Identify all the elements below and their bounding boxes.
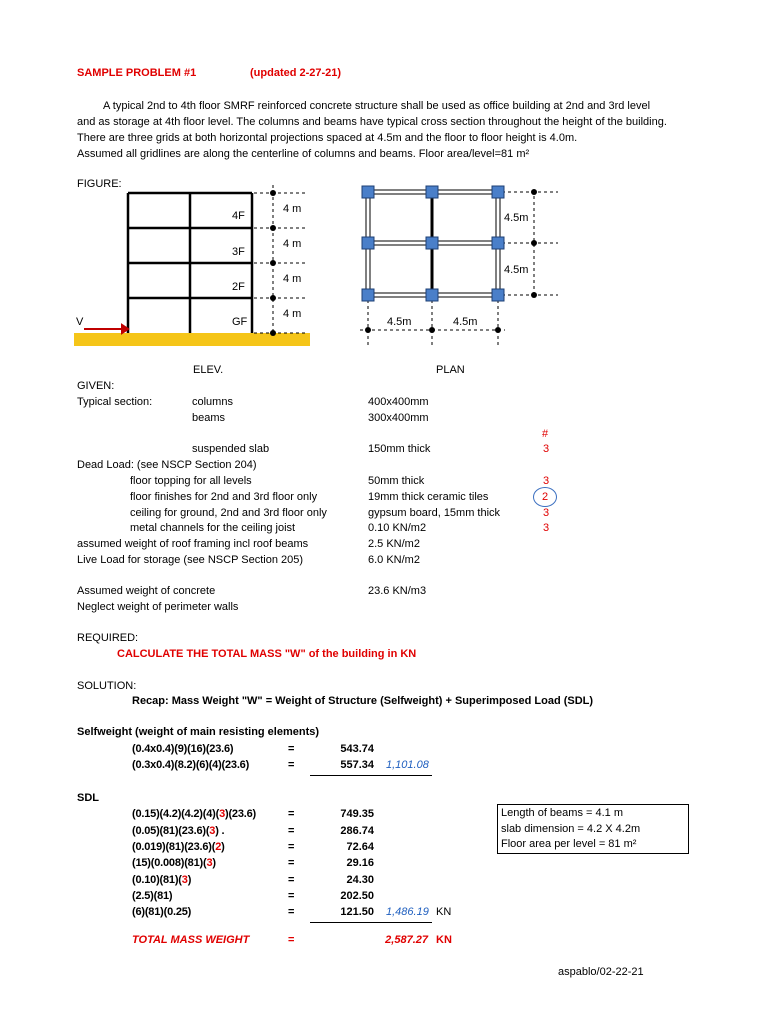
note-box [497, 804, 689, 854]
floor-label-2f: 2F [232, 281, 245, 293]
note-line-2: slab dimension = 4.2 X 4.2m [501, 823, 641, 835]
plan-horiz-dim-1: 4.5m [387, 316, 412, 328]
floor-label-4f: 4F [232, 210, 245, 222]
sdl-subtotal: 1,486.19 [386, 906, 429, 918]
note-line-1: Length of beams = 4.1 m [501, 807, 623, 819]
sdl-row-4-expr: (15)(0.008)(81)(3) [132, 857, 216, 869]
sdl-row-6-expr: (2.5)(81) [132, 890, 173, 902]
updated-note: (updated 2-27-21) [250, 67, 342, 79]
sdl-row-3-eq: = [288, 841, 295, 853]
floor-label-gf: GF [232, 316, 248, 328]
author-stamp: aspablo/02-22-21 [558, 966, 644, 978]
intro-line-1: A typical 2nd to 4th floor SMRF reinforced concrete structure shall be used as office building at 2nd and 3rd level [103, 100, 651, 112]
ceiling-label: ceiling for ground, 2nd and 3rd floor only [130, 507, 327, 519]
finishes-count: 2 [533, 487, 557, 507]
sdl-row-5-expr: (0.10)(81)(3) [132, 874, 192, 886]
live-load-value: 6.0 KN/m2 [368, 554, 420, 566]
self-row-1-value: 543.74 [340, 743, 374, 755]
sdl-row-3-value: 72.64 [346, 841, 374, 853]
plan-vert-dim-2: 4.5m [504, 264, 529, 276]
channels-label: metal channels for the ceiling joist [130, 522, 296, 534]
columns-value: 400x400mm [368, 396, 429, 408]
sdl-row-1-value: 749.35 [340, 808, 374, 820]
selfweight-heading: Selfweight (weight of main resisting elements) [77, 726, 320, 738]
plan-dim-ticks [365, 189, 537, 333]
required-text: CALCULATE THE TOTAL MASS "W" of the building in KN [117, 648, 417, 660]
neglect-note: Neglect weight of perimeter walls [77, 601, 239, 613]
concrete-value: 23.6 KN/m3 [368, 585, 427, 597]
sdl-row-1-expr: (0.15)(4.2)(4.2)(4)(3)(23.6) [132, 808, 256, 820]
roof-value: 2.5 KN/m2 [368, 538, 420, 550]
dead-load-heading: Dead Load: (see NSCP Section 204) [77, 459, 257, 471]
live-load-label: Live Load for storage (see NSCP Section 205) [77, 554, 304, 566]
beams-value: 300x400mm [368, 412, 429, 424]
self-row-1-eq: = [288, 743, 295, 755]
total-label: TOTAL MASS WEIGHT [132, 934, 250, 946]
sdl-row-4-value: 29.16 [346, 857, 374, 869]
document-title: SAMPLE PROBLEM #1 [77, 67, 197, 79]
finishes-label: floor finishes for 2nd and 3rd floor only [130, 491, 318, 503]
height-dim-2: 4 m [283, 238, 302, 250]
selfweight-subtotal: 1,101.08 [386, 759, 429, 771]
sdl-row-7-value: 121.50 [340, 906, 374, 918]
concrete-label: Assumed weight of concrete [77, 585, 216, 597]
floor-label-3f: 3F [232, 246, 245, 258]
sdl-row-4-eq: = [288, 857, 295, 869]
sdl-row-5-eq: = [288, 874, 295, 886]
self-row-2-expr: (0.3x0.4)(8.2)(6)(4)(23.6) [132, 759, 250, 771]
sdl-row-6-eq: = [288, 890, 295, 902]
total-value: 2,587.27 [385, 934, 428, 946]
slab-count: 3 [543, 443, 550, 455]
typical-section-label: Typical section: [77, 396, 153, 408]
recap-text: Recap: Mass Weight "W" = Weight of Structure (Selfweight) + Superimposed Load (SDL) [132, 695, 594, 707]
self-row-1-expr: (0.4x0.4)(9)(16)(23.6) [132, 743, 234, 755]
sdl-row-1-eq: = [288, 808, 295, 820]
note-line-3: Floor area per level = 81 m² [501, 838, 637, 850]
sdl-row-7-eq: = [288, 906, 295, 918]
slab-label: suspended slab [192, 443, 270, 455]
topping-value: 50mm thick [368, 475, 425, 487]
height-dim-3: 4 m [283, 273, 302, 285]
force-arrow [84, 325, 128, 333]
channels-count: 3 [543, 522, 550, 534]
sdl-row-2-value: 286.74 [340, 825, 374, 837]
figure-label: FIGURE: [77, 178, 122, 190]
ceiling-value: gypsum board, 15mm thick [368, 507, 501, 519]
roof-label: assumed weight of roof framing incl roof beams [77, 538, 309, 550]
beams-label: beams [192, 412, 226, 424]
ceiling-count: 3 [543, 507, 550, 519]
channels-value: 0.10 KN/m2 [368, 522, 427, 534]
intro-line-2: and as storage at 4th floor level. The columns and beams have typical cross section throughout the height of the building. [77, 116, 667, 128]
self-row-2-value: 557.34 [340, 759, 374, 771]
sdl-row-2-eq: = [288, 825, 295, 837]
height-dim-1: 4 m [283, 203, 302, 215]
finishes-value: 19mm thick ceramic tiles [368, 491, 489, 503]
solution-label: SOLUTION: [77, 680, 137, 692]
plan-caption: PLAN [436, 364, 465, 376]
self-total-rule [310, 775, 432, 776]
slab-value: 150mm thick [368, 443, 431, 455]
sdl-heading: SDL [77, 792, 99, 804]
columns-label: columns [192, 396, 233, 408]
topping-label: floor topping for all levels [130, 475, 252, 487]
count-header: # [542, 428, 549, 440]
intro-line-4: Assumed all gridlines are along the centerline of columns and beams. Floor area/level=81 m² [77, 148, 530, 160]
height-dim-4: 4 m [283, 308, 302, 320]
total-eq: = [288, 934, 295, 946]
sdl-row-3-expr: (0.019)(81)(23.6)(2) [132, 841, 225, 853]
sdl-row-6-value: 202.50 [340, 890, 374, 902]
required-label: REQUIRED: [77, 632, 139, 644]
intro-line-3: There are three grids at both horizontal projections spaced at 4.5m and the floor to floor height is 4.0m. [77, 132, 578, 144]
sdl-row-2-expr: (0.05)(81)(23.6)(3) . [132, 825, 225, 837]
sdl-total-rule [310, 922, 432, 923]
self-row-2-eq: = [288, 759, 295, 771]
total-unit: KN [436, 934, 452, 946]
given-label: GIVEN: [77, 380, 115, 392]
plan-vert-dim-1: 4.5m [504, 212, 529, 224]
elev-caption: ELEV. [193, 364, 224, 376]
sdl-row-7-expr: (6)(81)(0.25) [132, 906, 192, 918]
force-label: V [76, 316, 84, 328]
sdl-unit: KN [436, 906, 452, 918]
plan-horiz-dim-2: 4.5m [453, 316, 478, 328]
topping-count: 3 [543, 475, 550, 487]
sdl-row-5-value: 24.30 [346, 874, 374, 886]
